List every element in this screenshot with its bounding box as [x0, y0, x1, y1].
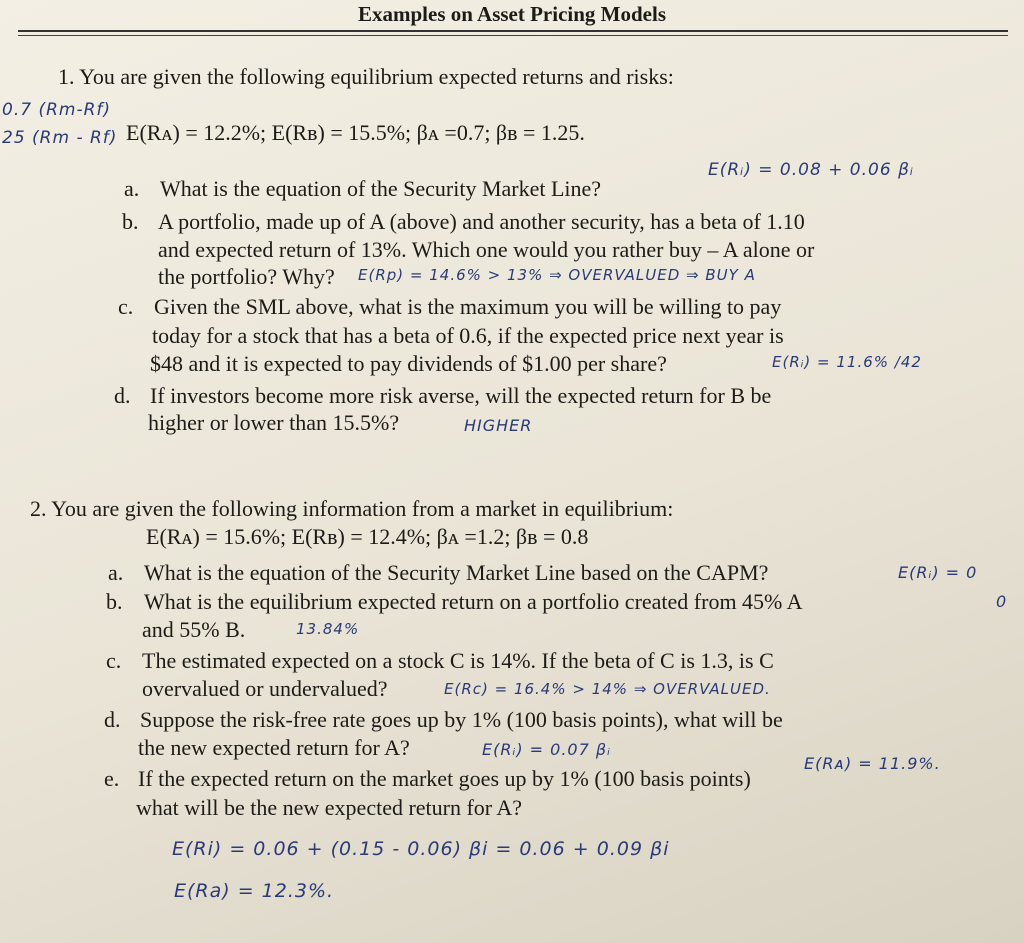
- q1c-line2: today for a stock that has a beta of 0.6, if the expected price next year is: [152, 323, 784, 348]
- handwritten-answer-q1c: E(Rᵢ) = 11.6% /42: [772, 353, 922, 371]
- q2b-line1: What is the equilibrium expected return on a portfolio created from 45% A: [144, 589, 803, 614]
- q1b-line2: and expected return of 13%. Which one would you rather buy – A alone or: [158, 237, 815, 262]
- handwritten-answer-q2e-result: E(Ra) = 12.3%.: [174, 880, 335, 902]
- q2c-label: c.: [106, 648, 122, 673]
- handwritten-answer-q2e-equation: E(Ri) = 0.06 + (0.15 - 0.06) βi = 0.06 + 0.09 βi: [172, 838, 670, 860]
- title-underline: [18, 30, 1008, 32]
- q2b-label: b.: [106, 589, 123, 614]
- q1b-line3: the portfolio? Why?: [158, 264, 335, 289]
- handwritten-answer-q2a: E(Rᵢ) = 0: [898, 563, 978, 582]
- q2e-label: e.: [104, 766, 120, 791]
- handwritten-answer-q1b: E(Rp) = 14.6% > 13% ⇒ OVERVALUED ⇒ BUY A: [358, 266, 756, 284]
- q1c-line1: Given the SML above, what is the maximum you will be willing to pay: [154, 294, 782, 319]
- q1b-label: b.: [122, 209, 139, 234]
- q2a-label: a.: [108, 560, 124, 585]
- q2d-line2: the new expected return for A?: [138, 735, 410, 760]
- handwritten-answer-q2c: E(Rc) = 16.4% > 14% ⇒ OVERVALUED.: [444, 680, 771, 698]
- handwritten-answer-q2b: 13.84%: [296, 620, 360, 638]
- q1b-line1: A portfolio, made up of A (above) and another security, has a beta of 1.10: [158, 209, 805, 234]
- q1c-label: c.: [118, 294, 134, 319]
- q2e-line1: If the expected return on the market goes up by 1% (100 basis points): [138, 766, 751, 791]
- page-title: Examples on Asset Pricing Models: [358, 2, 666, 26]
- q2c-line2: overvalued or undervalued?: [142, 676, 388, 701]
- q1a-text: What is the equation of the Security Market Line?: [160, 176, 602, 201]
- handwritten-margin-note-2: 25 (Rm - Rf): [2, 128, 118, 148]
- title-underline-thin: [18, 35, 1008, 36]
- q1d-label: d.: [114, 383, 131, 408]
- q1-givens: E(Rᴀ) = 12.2%; E(Rʙ) = 15.5%; βᴀ =0.7; βʙ = 1.25.: [126, 120, 585, 145]
- handwritten-answer-q2a-continued: 0: [996, 592, 1008, 611]
- q1c-line3: $48 and it is expected to pay dividends of $1.00 per share?: [150, 351, 667, 376]
- q2b-line2: and 55% B.: [142, 617, 246, 642]
- q1-stem: 1. You are given the following equilibrium expected returns and risks:: [58, 64, 674, 89]
- handwritten-answer-q1d: HIGHER: [464, 416, 533, 435]
- q2d-line1: Suppose the risk-free rate goes up by 1% (100 basis points), what will be: [140, 707, 783, 732]
- q1d-line2: higher or lower than 15.5%?: [148, 410, 400, 435]
- handwritten-answer-q1a: E(Rᵢ) = 0.08 + 0.06 βᵢ: [708, 160, 914, 180]
- q2-givens: E(Rᴀ) = 15.6%; E(Rʙ) = 12.4%; βᴀ =1.2; βʙ = 0.8: [146, 524, 589, 549]
- handwritten-margin-note-1: 0.7 (Rm-Rf): [2, 100, 112, 120]
- q2e-line2: what will be the new expected return for A?: [136, 795, 523, 820]
- handwritten-answer-q2d-equation: E(Rᵢ) = 0.07 βᵢ: [482, 740, 611, 759]
- q2c-line1: The estimated expected on a stock C is 14%. If the beta of C is 1.3, is C: [142, 648, 774, 673]
- q2d-label: d.: [104, 707, 121, 732]
- q2a-text: What is the equation of the Security Market Line based on the CAPM?: [144, 560, 769, 585]
- handwritten-answer-q2d-result: E(Rᴀ) = 11.9%.: [804, 754, 941, 773]
- q1a-label: a.: [124, 176, 140, 201]
- q2-stem: 2. You are given the following information from a market in equilibrium:: [30, 496, 674, 521]
- q1d-line1: If investors become more risk averse, will the expected return for B be: [150, 383, 772, 408]
